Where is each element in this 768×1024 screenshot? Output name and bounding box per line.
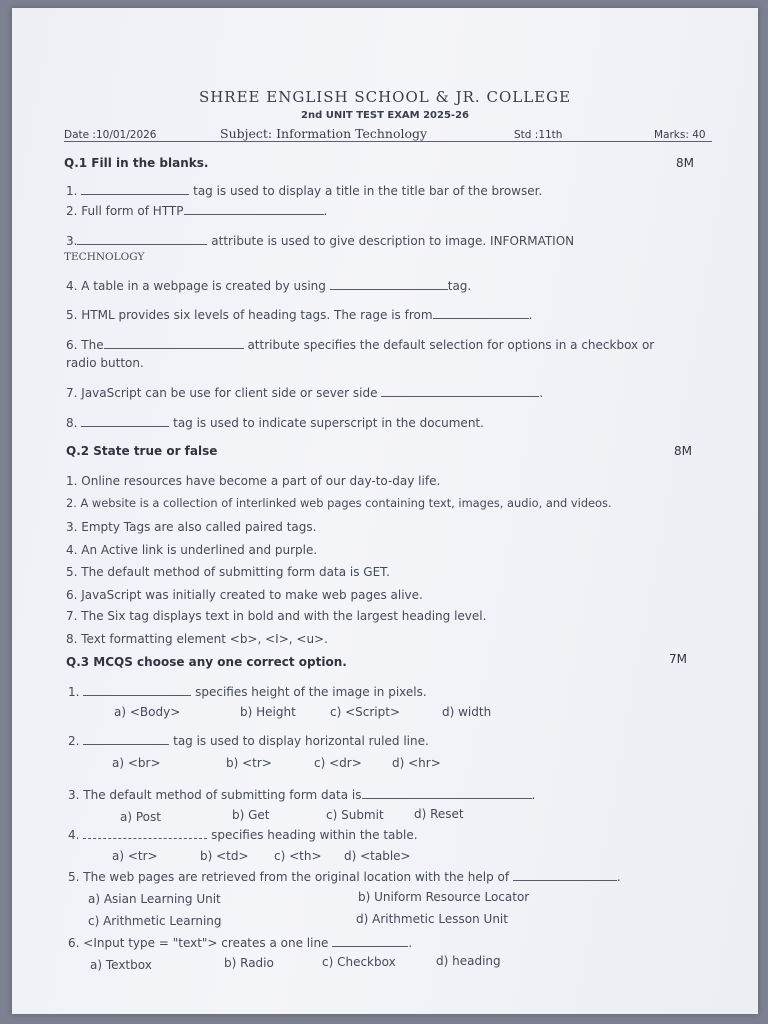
q3-2-option-c: c) <dr> <box>314 756 362 770</box>
q2-item-4: 4. An Active link is underlined and purple. <box>66 543 318 557</box>
q2-item-7: 7. The Six tag displays text in bold and with the largest heading level. <box>66 609 487 623</box>
q1-heading: Q.1 Fill in the blanks. <box>64 156 209 170</box>
q1-item-3-cont: TECHNOLOGY <box>64 251 145 263</box>
q3-3-option-d: d) Reset <box>414 807 464 821</box>
answer-blank <box>330 279 448 290</box>
q2-heading: Q.2 State true or false <box>66 444 218 458</box>
q3-item-2: 2. tag is used to display horizontal ruled line. <box>68 734 429 748</box>
answer-blank <box>381 386 539 397</box>
q3-marks: 7M <box>669 652 687 666</box>
q3-4-option-a: a) <tr> <box>112 849 158 863</box>
q3-5-option-a: a) Asian Learning Unit <box>88 892 221 906</box>
q3-4-option-d: d) <table> <box>344 849 411 863</box>
q3-6-option-d: d) heading <box>436 954 501 968</box>
q2-item-5: 5. The default method of submitting form data is GET. <box>66 565 390 579</box>
exam-std: Std :11th <box>514 129 563 141</box>
q1-item-3: 3. attribute is used to give description to image. INFORMATION <box>66 234 575 248</box>
q3-6-option-b: b) Radio <box>224 956 274 970</box>
q3-5-option-b: b) Uniform Resource Locator <box>358 890 530 904</box>
q3-4-option-b: b) <td> <box>200 849 249 863</box>
q3-2-option-a: a) <br> <box>112 756 161 770</box>
q2-marks: 8M <box>674 444 692 458</box>
q1-item-6: 6. The attribute specifies the default selection for options in a checkbox or <box>66 338 655 352</box>
answer-blank <box>83 685 191 696</box>
q1-item-4: 4. A table in a webpage is created by using tag. <box>66 279 472 293</box>
exam-marks: Marks: 40 <box>654 129 706 141</box>
q3-1-option-b: b) Height <box>240 705 296 719</box>
answer-blank <box>513 870 617 881</box>
q3-3-option-c: c) Submit <box>326 808 384 822</box>
q3-1-option-a: a) <Body> <box>114 705 181 719</box>
q2-item-6: 6. JavaScript was initially created to make web pages alive. <box>66 588 423 602</box>
answer-blank <box>77 234 207 245</box>
q3-item-6: 6. <Input type = "text"> creates a one line . <box>68 936 413 950</box>
q1-item-6-cont: radio button. <box>66 356 144 370</box>
q3-3-option-a: a) Post <box>120 810 161 824</box>
answer-blank <box>83 830 207 839</box>
exam-subject: Subject: Information Technology <box>220 126 428 141</box>
q3-6-option-c: c) Checkbox <box>322 955 396 969</box>
q3-item-5: 5. The web pages are retrieved from the original location with the help of . <box>68 870 621 884</box>
header-divider <box>64 141 712 142</box>
answer-blank <box>81 416 169 427</box>
q3-2-option-b: b) <tr> <box>226 756 272 770</box>
answer-blank <box>104 338 244 349</box>
q2-item-3: 3. Empty Tags are also called paired tags. <box>66 520 317 534</box>
q3-4-option-c: c) <th> <box>274 849 322 863</box>
q2-item-1: 1. Online resources have become a part of our day-to-day life. <box>66 474 441 488</box>
school-name: SHREE ENGLISH SCHOOL & JR. COLLEGE <box>198 88 572 106</box>
exam-date: Date :10/01/2026 <box>64 129 157 141</box>
q2-item-2: 2. A website is a collection of interlinked web pages containing text, images, audio, and videos. <box>66 496 612 510</box>
q1-item-5: 5. HTML provides six levels of heading tags. The rage is from . <box>66 308 533 322</box>
q1-item-2: 2. Full form of HTTP . <box>66 204 328 218</box>
q1-item-1: 1. tag is used to display a title in the title bar of the browser. <box>66 184 543 198</box>
q2-item-8: 8. Text formatting element <b>, <I>, <u>. <box>66 632 328 646</box>
answer-blank <box>81 184 189 195</box>
q3-1-option-d: d) width <box>442 705 492 719</box>
q3-5-option-d: d) Arithmetic Lesson Unit <box>356 912 508 926</box>
q1-item-8: 8. tag is used to indicate superscript in the document. <box>66 416 484 430</box>
q1-item-7: 7. JavaScript can be use for client side or sever side . <box>66 386 544 400</box>
answer-blank <box>184 204 324 215</box>
answer-blank <box>83 734 169 745</box>
q3-3-option-b: b) Get <box>232 808 270 822</box>
answer-blank <box>433 308 529 319</box>
q1-marks: 8M <box>676 156 694 170</box>
q3-item-3: 3. The default method of submitting form data is . <box>68 788 536 802</box>
answer-blank <box>362 788 532 799</box>
q3-6-option-a: a) Textbox <box>90 958 152 972</box>
exam-title: 2nd UNIT TEST EXAM 2025-26 <box>301 110 469 121</box>
q3-2-option-d: d) <hr> <box>392 756 441 770</box>
q3-item-4: 4. specifies heading within the table. <box>68 828 418 842</box>
q3-1-option-c: c) <Script> <box>330 705 401 719</box>
answer-blank <box>332 936 408 947</box>
q3-heading: Q.3 MCQS choose any one correct option. <box>66 655 347 669</box>
q3-item-1: 1. specifies height of the image in pixels. <box>68 685 427 699</box>
exam-paper <box>12 8 758 1014</box>
q3-5-option-c: c) Arithmetic Learning <box>88 914 222 928</box>
